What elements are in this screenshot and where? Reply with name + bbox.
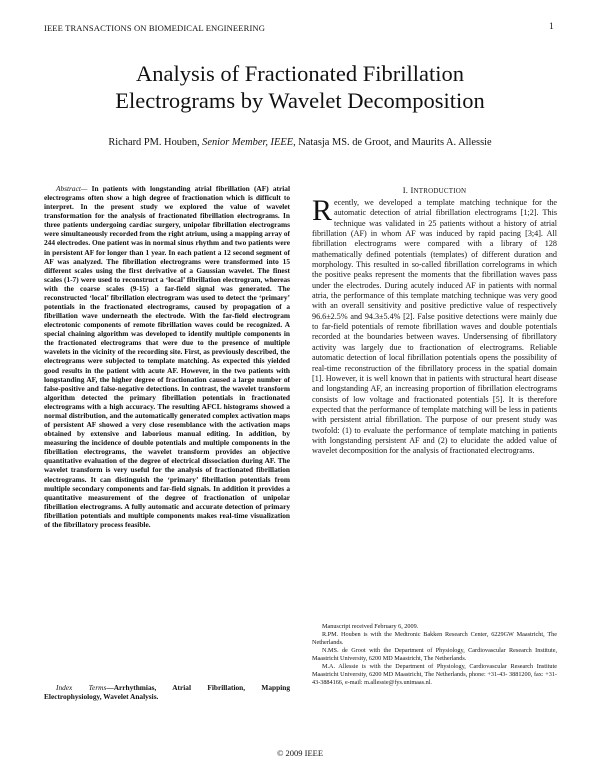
copyright-notice: © 2009 IEEE <box>276 748 324 758</box>
abstract <box>44 184 290 529</box>
index-terms <box>44 683 290 701</box>
abstract-body: In patients with longstanding atrial fibrillation (AF) atrial electrograms often show a high degree of fractionation which is difficult to interpret. In the present study we explored the value of wavelet transformation for the analysis of fractionated fibrillation electrograms. In three patients undergoing cardiac surgery, unipolar fibrillation electrograms were simultaneously recorded from the right atrium, using a mapping array of 244 electrodes. One patient was in normal sinus rhythm and two patients were in persistent AF for longer than 1 year. In each patient a 12 second segment of AF was analyzed. The fibrillation electrograms were transformed into 15 different scales using the first derivative of a Gaussian wavelet. The finest scales (1-7) were used to reconstruct a ‘local’ fibrillation electrogram, whereas with the coarse scales (9-15) a far-field signal was generated. The reconstructed ‘local’ fibrillation electrogram was used to detect the ‘primary’ potentials in the fractionated electrograms, caused by propagation of a fibrillation wave underneath the electrode. With the far-field electrogram electrotonic components of remote fibrillation waves could be recognized. A special chaining algorithm was developed to identify multiple components in the fractionated electrograms that were due to the presence of multiple wavelets in the vicinity of the recording site. First, as previously described, the electrograms were subjected to template matching. As expected this yielded good results in the patient with acute AF. However, in the two patients with longstanding AF, the higher degree of fractionation caused a large number of false-positive and false-negative detections. In contrast, the wavelet transform algorithm detected the primary fibrillation potentials in fractionated electrograms with a high accuracy. The resulting AFCL histograms showed a normal distribution, and the automatically generated complex activation maps of persistent AF showed a very close resemblance with the activation maps obtained by extensive and laborious manual editing. In addition, by measuring the incidence of double potentials and multiple components in the fibrillation electrograms, the wavelet transform provides an objective quantitative evaluation of the degree of electrical dissociation during AF. The wavelet transform is very useful for the analysis of fractionated fibrillation electrograms. It can distinguish the ‘primary’ fibrillation potentials from multiple secondary components and far-field signals. In addition it provides a quantitative measurement of the degree of fractionation of unipolar fibrillation electrograms. A fully automatic and accurate detection of primary fibrillation potentials and multiple components makes real-time visualization of the fibrillatory process feasible. <box>44 184 291 529</box>
footnotes <box>312 623 557 687</box>
introduction-body: ecently, we developed a template matching technique for the automatic detection of atrial fibrillation electrograms [1;2]. This technique was validated in 25 patients without a history of atrial fibrillation (AF) in whom AF was induced by rapid pacing [3;4]. All fibrillation electrograms were compared with a library of 128 mathematically defined potentials (templates) of different duration and morphology. This resulted in so-called fibrillation correlograms in which the positive peaks represent the moments that the fibrillation waves pass under the electrodes. During acutely induced AF in patients with normal atria, the performance of this template matching technique was very good with an overall sensitivity and positive predictive value of respectively 96.6±2.5% and 94.3±5.4% [2]. False positive detections were mainly due to far-field potentials of remote fibrillation waves and double potentials recorded at the boundaries between waves. Undersensing of fibrillatory activity was largely due to fractionation of electrograms. Reliable automatic detection of local fibrillation potentials opens the possibility of real-time reconstruction of the fibrillatory process in the spatial domain [1]. However, it is well known that in patients with structural heart disease and longstanding AF, an increasing proportion of fibrillation electrograms consists of low voltage and fractionated potentials [5]. It is therefore expected that the performance of template matching will be less in patients with persistent atrial fibrillation. The purpose of our present study was twofold: (1) to evaluate the performance of template matching in patients with longstanding persistent AF and (2) to elucidate the added value of wavelet decomposition for the analysis of fractionated electrograms. <box>312 198 557 456</box>
author-line <box>30 137 570 148</box>
section-first-letter: I <box>410 185 414 195</box>
footnote-houben: R.PM. Houben is with the Medtronic Bakken Research Center, 6229GW Maastricht, The Netherlands. <box>312 631 557 646</box>
footnote-allessie: M.A. Allessie is with the Department of Physiology, Cardiovascular Research Institute Maastricht University, 6200 MD Maastricht, The Netherlands, phone: +31-43- 3881200, fax: +31-43-3884166, e-mail: m.allessie@fys.unimaas.nl. <box>312 663 557 686</box>
index-terms-label: Index Terms <box>56 683 107 692</box>
introduction-paragraph <box>312 194 557 457</box>
paper-title <box>30 60 570 114</box>
section-title-rest: NTRODUCTION <box>413 187 467 195</box>
page-number: 1 <box>549 22 554 32</box>
title-line-1: Analysis of Fractionated Fibrillation <box>135 61 465 86</box>
running-head: IEEE TRANSACTIONS ON BIOMEDICAL ENGINEERING <box>44 23 266 33</box>
author-houben: Richard PM. Houben, <box>108 137 203 148</box>
author-houben-role: Senior Member, IEEE <box>202 137 294 148</box>
section-heading-introduction <box>312 185 557 195</box>
section-numeral: I. <box>402 185 411 195</box>
author-others: , Natasja MS. de Groot, and Maurits A. Allessie <box>293 137 492 148</box>
index-terms-body: —Arrhythmias, Atrial Fibrillation, Mapping Electrophysiology, Wavelet Analysis. <box>44 683 290 702</box>
footnote-de-groot: N.MS. de Groot with the Department of Physiology, Cardiovascular Research Institute, Maastricht University, 6200 MD Maastricht, The Netherlands. <box>312 647 557 662</box>
drop-cap: R <box>312 194 333 227</box>
footnote-manuscript: Manuscript received February 6, 2009. <box>322 623 419 630</box>
title-line-2: Electrograms by Wavelet Decomposition <box>115 88 485 113</box>
abstract-label: Abstract— <box>56 184 88 193</box>
